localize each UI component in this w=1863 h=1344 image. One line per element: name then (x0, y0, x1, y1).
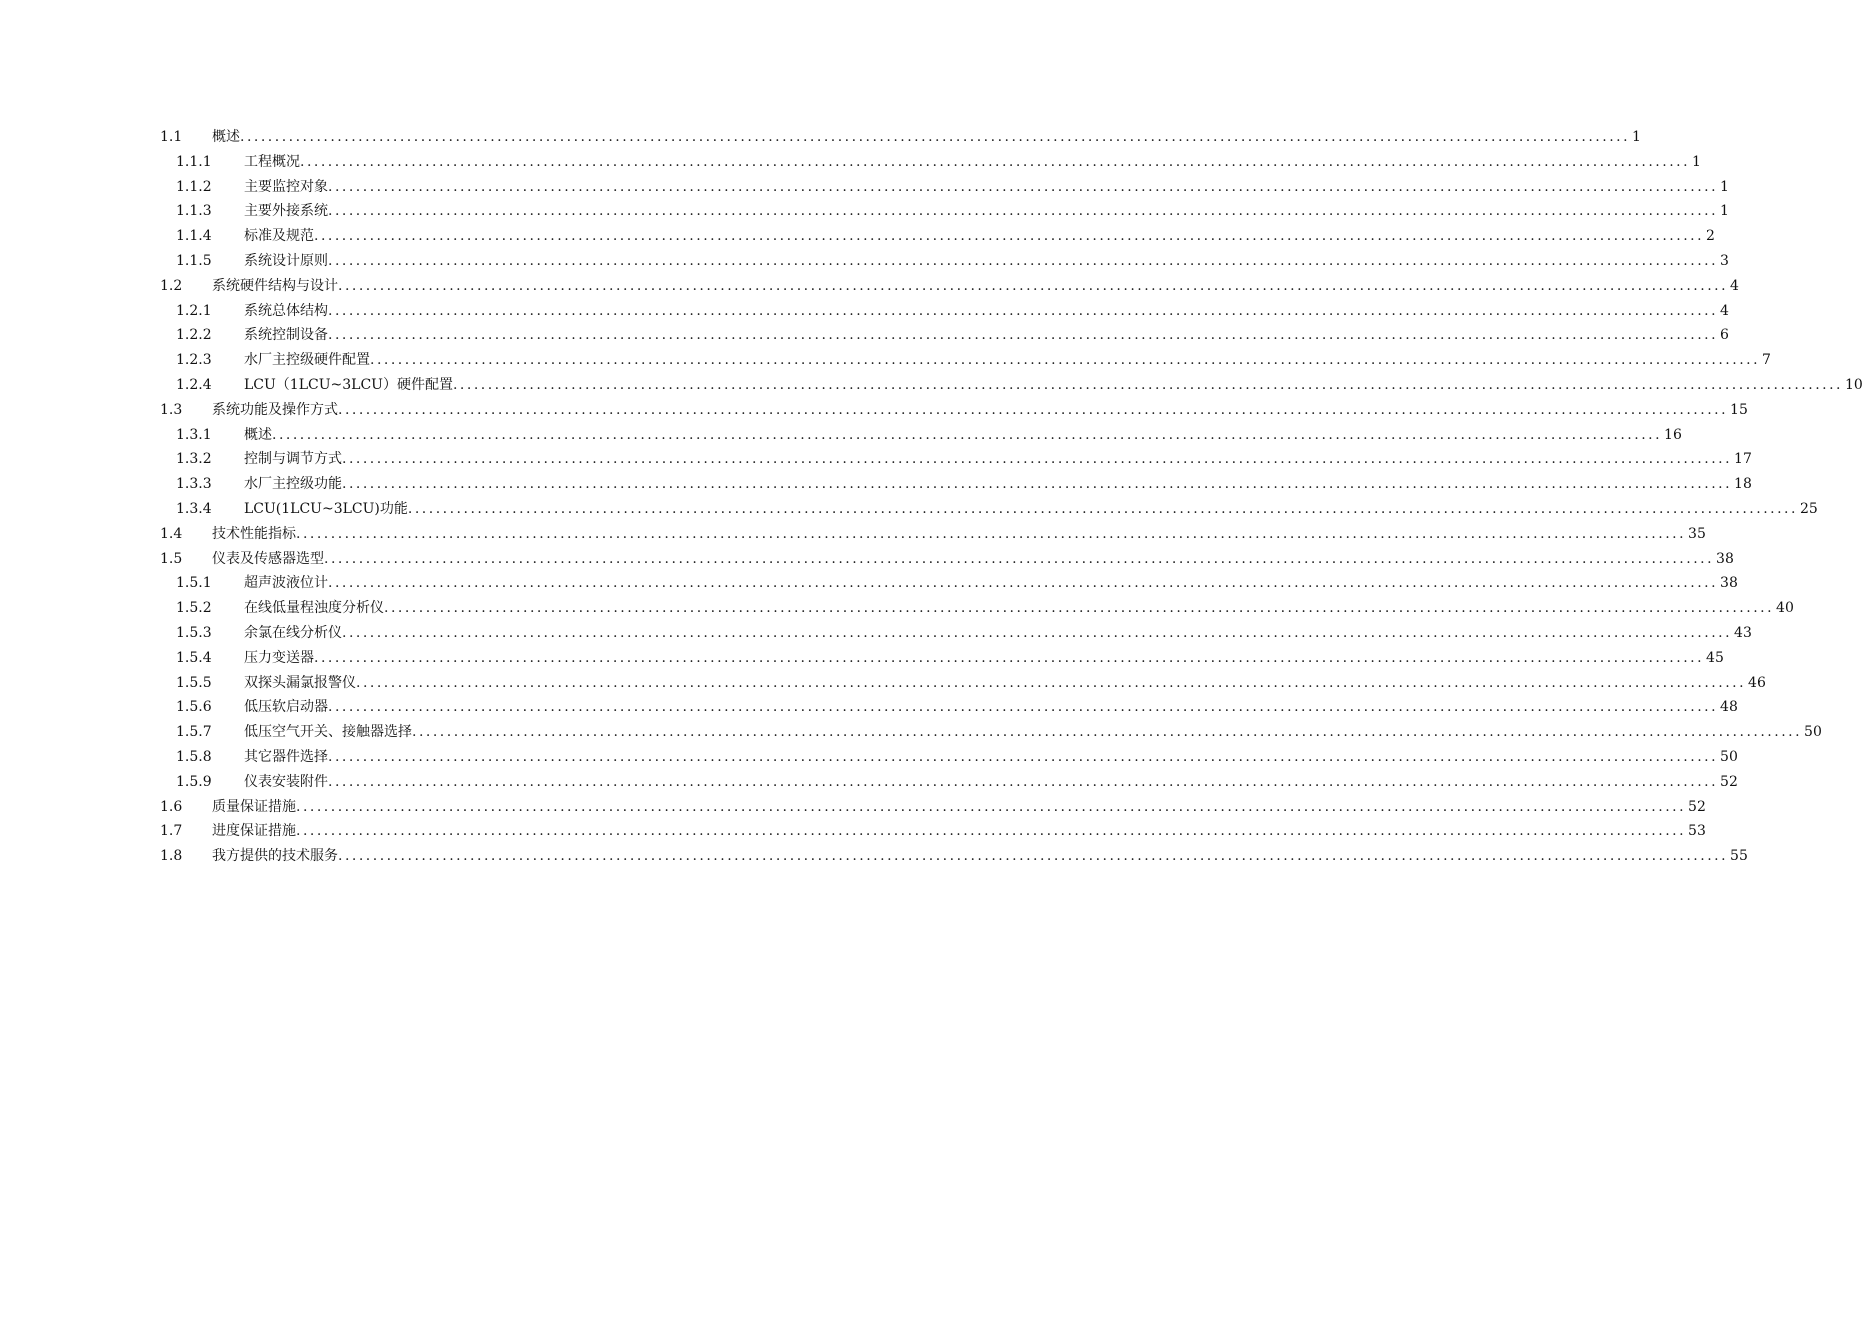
toc-dot-leader: ........................................................................................................................................................................................................ (338, 401, 1729, 418)
toc-entry-title: 工程概况 (244, 153, 300, 170)
toc-dot-leader: ........................................................................................................................................................................................................ (338, 848, 1729, 865)
toc-entry-title: 概述 (212, 129, 240, 145)
toc-entry[interactable] (0, 621, 1752, 646)
toc-entry-title: 系统设计原则 (244, 252, 328, 269)
toc-entry-title: 概述 (244, 426, 272, 443)
toc-entry-title: 主要监控对象 (244, 178, 328, 195)
toc-entry-page-number: 48 (1720, 699, 1738, 716)
toc-entry[interactable] (0, 472, 1752, 497)
toc-dot-leader: ........................................................................................................................................................................................................ (328, 773, 1719, 790)
toc-entry[interactable] (0, 274, 1739, 299)
toc-entry-number: 1.3 (160, 401, 183, 418)
toc-entry-title: 仪表安装附件 (244, 773, 328, 790)
toc-entry-page-number: 50 (1804, 724, 1822, 741)
toc-dot-leader: ........................................................................................................................................................................................................ (328, 203, 1719, 220)
toc-entry[interactable] (0, 522, 1706, 547)
toc-entry[interactable] (0, 720, 1822, 745)
toc-entry-page-number: 50 (1720, 748, 1738, 765)
toc-dot-leader: ........................................................................................................................................................................................................ (384, 600, 1775, 617)
toc-entry-number: 1.5.7 (176, 724, 212, 741)
toc-entry-body (212, 547, 1734, 572)
toc-dot-leader: ........................................................................................................................................................................................................ (328, 748, 1719, 765)
toc-entry-page-number: 4 (1730, 277, 1739, 294)
toc-entry-page-number: 35 (1688, 525, 1706, 542)
toc-dot-leader: ........................................................................................................................................................................................................ (328, 699, 1719, 716)
toc-entry-page-number: 25 (1799, 500, 1818, 517)
toc-entry-title: 进度保证措施 (212, 823, 296, 840)
toc-entry-body (244, 175, 1729, 200)
toc-entry-number: 1.5.4 (176, 649, 212, 666)
toc-entry-page-number: 10 (1845, 376, 1863, 393)
toc-entry[interactable] (0, 323, 1729, 348)
toc-dot-leader: ........................................................................................................................................................................................................ (342, 624, 1733, 641)
toc-entry-page-number: 3 (1720, 252, 1729, 269)
toc-entry[interactable] (0, 299, 1729, 324)
toc-entry-title: 压力变送器 (244, 649, 314, 666)
toc-entry[interactable] (0, 695, 1738, 720)
toc-entry-number: 1.5 (160, 550, 183, 567)
toc-entry-number: 1.2 (160, 277, 183, 294)
toc-entry-number: 1.5.2 (176, 600, 212, 617)
toc-entry-page-number: 17 (1734, 451, 1752, 468)
toc-entry[interactable] (0, 770, 1738, 795)
toc-dot-leader: ........................................................................................................................................................................................................ (328, 178, 1719, 195)
toc-entry[interactable] (0, 646, 1724, 671)
toc-dot-leader: ........................................................................................................................................................................................................ (296, 823, 1687, 840)
toc-entry-body (212, 398, 1748, 423)
toc-entry-page-number: 38 (1720, 575, 1738, 592)
toc-entry-body (244, 646, 1724, 671)
toc-entry-body (244, 447, 1752, 472)
toc-entry-title: 超声波液位计 (244, 575, 328, 592)
toc-entry-number: 1.1.3 (176, 203, 212, 220)
toc-entry-number: 1.4 (160, 525, 183, 542)
toc-entry-body (244, 596, 1794, 621)
toc-dot-leader: ........................................................................................................................................................................................................ (370, 352, 1761, 369)
toc-entry[interactable] (0, 795, 1706, 820)
toc-entry[interactable] (0, 175, 1729, 200)
toc-dot-leader: ........................................................................................................................................................................................................ (356, 674, 1747, 691)
toc-entry-title: 系统总体结构 (244, 302, 328, 319)
toc-entry-page-number: 55 (1730, 848, 1748, 865)
toc-entry-number: 1.5.9 (176, 773, 212, 790)
toc-entry-number: 1.1.5 (176, 252, 212, 269)
toc-entry[interactable] (0, 571, 1738, 596)
toc-entry-title: 其它器件选择 (244, 748, 328, 765)
toc-entry-title: 系统硬件结构与设计 (212, 277, 338, 294)
toc-entry-page-number: 18 (1734, 476, 1752, 493)
toc-entry-title: 我方提供的技术服务 (212, 848, 338, 865)
toc-entry-title: 双探头漏氯报警仪 (244, 674, 356, 691)
toc-entry[interactable] (0, 447, 1752, 472)
toc-entry[interactable] (0, 150, 1701, 175)
toc-dot-leader: ........................................................................................................................................................................................................ (412, 724, 1803, 741)
toc-dot-leader: ........................................................................................................................................................................................................ (296, 525, 1687, 542)
table-of-contents (0, 125, 1863, 869)
toc-dot-leader: ........................................................................................................................................................................................................ (342, 451, 1733, 468)
toc-dot-leader: ........................................................................................................................................................................................................ (328, 575, 1719, 592)
toc-entry-page-number: 1 (1632, 129, 1641, 145)
toc-entry-body (244, 224, 1715, 249)
toc-entry-page-number: 52 (1688, 798, 1706, 815)
toc-entry-page-number: 1 (1720, 178, 1729, 195)
toc-dot-leader: ........................................................................................................................................................................................................ (240, 129, 1631, 145)
toc-entry-body (212, 844, 1748, 869)
toc-entry-page-number: 15 (1730, 401, 1748, 418)
toc-entry-number: 1.1 (160, 129, 183, 145)
toc-entry[interactable] (0, 819, 1706, 844)
toc-entry[interactable] (0, 547, 1734, 572)
toc-entry-number: 1.5.3 (176, 624, 212, 641)
toc-dot-leader: ........................................................................................................................................................................................................ (272, 426, 1663, 443)
toc-dot-leader: ........................................................................................................................................................................................................ (314, 649, 1705, 666)
toc-entry-body (212, 795, 1706, 820)
toc-entry-number: 1.5.6 (176, 699, 212, 716)
toc-entry-number: 1.3.1 (176, 426, 212, 443)
toc-entry-number: 1.2.4 (176, 376, 212, 393)
toc-entry-page-number: 1 (1720, 203, 1729, 220)
toc-entry-page-number: 53 (1688, 823, 1706, 840)
toc-entry-page-number: 45 (1706, 649, 1724, 666)
toc-entry-body (212, 274, 1739, 299)
toc-entry[interactable] (0, 199, 1729, 224)
toc-dot-leader: ........................................................................................................................................................................................................ (314, 228, 1705, 245)
toc-entry-number: 1.2.2 (176, 327, 212, 344)
toc-entry-body (212, 819, 1706, 844)
toc-entry-number: 1.2.3 (176, 352, 212, 369)
toc-entry-page-number: 7 (1762, 352, 1771, 369)
toc-entry-body (212, 125, 1641, 150)
toc-entry-body (244, 150, 1701, 175)
toc-entry[interactable] (0, 348, 1771, 373)
toc-dot-leader: ........................................................................................................................................................................................................ (452, 376, 1844, 393)
toc-entry-body (244, 323, 1729, 348)
toc-entry-title: 低压空气开关、接触器选择 (244, 724, 412, 741)
toc-entry[interactable] (0, 745, 1738, 770)
toc-entry-body (244, 720, 1822, 745)
toc-dot-leader: ........................................................................................................................................................................................................ (342, 476, 1733, 493)
toc-dot-leader: ........................................................................................................................................................................................................ (300, 153, 1691, 170)
toc-dot-leader: ........................................................................................................................................................................................................ (324, 550, 1715, 567)
toc-entry-body (244, 497, 1818, 522)
toc-entry[interactable] (0, 249, 1729, 274)
toc-entry-number: 1.1.4 (176, 228, 212, 245)
toc-entry-number: 1.6 (160, 798, 183, 815)
toc-entry-title: 控制与调节方式 (244, 451, 342, 468)
toc-entry-number: 1.2.1 (176, 302, 212, 319)
toc-entry[interactable] (0, 497, 1818, 522)
toc-entry-number: 1.1.2 (176, 178, 212, 195)
toc-entry-number: 1.3.3 (176, 476, 212, 493)
toc-entry[interactable] (0, 125, 1641, 150)
toc-entry-body (212, 522, 1706, 547)
toc-entry-page-number: 2 (1706, 228, 1715, 245)
toc-entry-title: 低压软启动器 (244, 699, 328, 716)
toc-entry-page-number: 43 (1734, 624, 1752, 641)
toc-dot-leader: ........................................................................................................................................................................................................ (328, 327, 1719, 344)
toc-entry-title: 系统功能及操作方式 (212, 401, 338, 418)
toc-entry-body (244, 373, 1863, 398)
toc-entry-page-number: 46 (1748, 674, 1766, 691)
toc-entry-title: 质量保证措施 (212, 798, 296, 815)
toc-entry-body (244, 249, 1729, 274)
toc-entry-body (244, 199, 1729, 224)
toc-entry-page-number: 16 (1664, 426, 1682, 443)
toc-entry-body (244, 671, 1766, 696)
toc-entry-page-number: 52 (1720, 773, 1738, 790)
toc-entry[interactable] (0, 596, 1794, 621)
toc-entry-title: 系统控制设备 (244, 327, 328, 344)
toc-dot-leader: ........................................................................................................................................................................................................ (328, 302, 1719, 319)
toc-entry-number: 1.3.2 (176, 451, 212, 468)
toc-entry[interactable] (0, 423, 1682, 448)
toc-dot-leader: ........................................................................................................................................................................................................ (407, 500, 1798, 517)
toc-entry-title: LCU(1LCU~3LCU)功能 (244, 500, 408, 517)
toc-entry[interactable] (0, 844, 1748, 869)
toc-entry-title: 水厂主控级硬件配置 (244, 352, 370, 369)
toc-entry-title: 仪表及传感器选型 (212, 550, 324, 567)
toc-entry-number: 1.5.8 (176, 748, 212, 765)
toc-dot-leader: ........................................................................................................................................................................................................ (338, 277, 1729, 294)
toc-dot-leader: ........................................................................................................................................................................................................ (328, 252, 1719, 269)
toc-entry-title: 余氯在线分析仪 (244, 624, 342, 641)
toc-entry-number: 1.5.5 (176, 674, 212, 691)
toc-entry-page-number: 6 (1720, 327, 1729, 344)
toc-entry-title: 主要外接系统 (244, 203, 328, 220)
toc-entry-page-number: 38 (1716, 550, 1734, 567)
toc-entry-body (244, 695, 1738, 720)
toc-entry-title: 技术性能指标 (212, 525, 296, 542)
toc-entry-body (244, 571, 1738, 596)
toc-entry-page-number: 4 (1720, 302, 1729, 319)
toc-entry-body (244, 770, 1738, 795)
toc-entry-body (244, 423, 1682, 448)
toc-entry[interactable] (0, 373, 1863, 398)
toc-entry-title: 标准及规范 (244, 228, 314, 245)
toc-entry-title: LCU（1LCU~3LCU）硬件配置 (244, 376, 453, 393)
toc-entry[interactable] (0, 224, 1715, 249)
toc-entry-title: 在线低量程浊度分析仪 (244, 600, 384, 617)
toc-entry-number: 1.7 (160, 823, 183, 840)
toc-entry[interactable] (0, 398, 1748, 423)
toc-entry-body (244, 348, 1771, 373)
toc-entry-title: 水厂主控级功能 (244, 476, 342, 493)
toc-dot-leader: ........................................................................................................................................................................................................ (296, 798, 1687, 815)
toc-entry-body (244, 621, 1752, 646)
toc-entry-number: 1.1.1 (176, 153, 212, 170)
toc-entry-body (244, 299, 1729, 324)
toc-entry-number: 1.5.1 (176, 575, 212, 592)
toc-entry-number: 1.8 (160, 848, 183, 865)
toc-entry-number: 1.3.4 (176, 500, 212, 517)
toc-entry-page-number: 40 (1776, 600, 1794, 617)
toc-entry[interactable] (0, 671, 1766, 696)
toc-entry-body (244, 745, 1738, 770)
toc-entry-body (244, 472, 1752, 497)
toc-entry-page-number: 1 (1692, 153, 1701, 170)
